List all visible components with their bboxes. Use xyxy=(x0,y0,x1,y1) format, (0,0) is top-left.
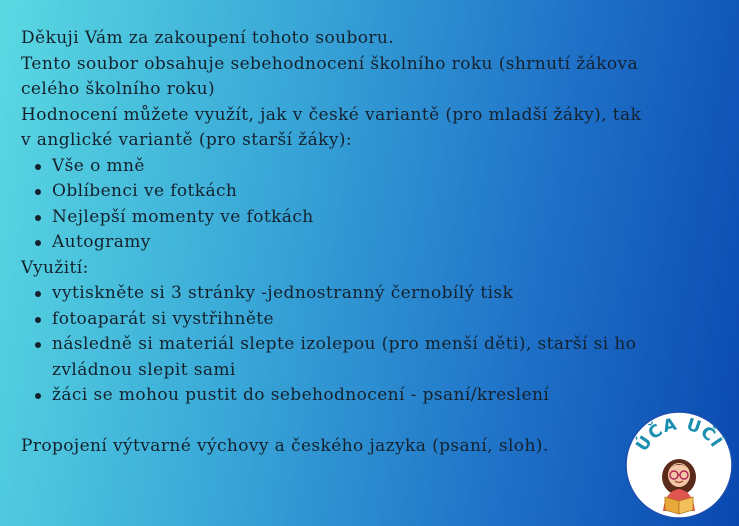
logo-text: ÚČA UČÍ xyxy=(632,414,727,456)
intro-line-5: v anglické variantě (pro starší žáky): xyxy=(21,130,353,150)
list-item: Autogramy xyxy=(52,230,721,256)
intro-line-3: celého školního roku) xyxy=(21,79,215,99)
spacer xyxy=(21,409,721,434)
closing-line: Propojení výtvarné výchovy a českého jazyka (psaní, sloh). xyxy=(21,435,549,456)
intro-line-1: Děkuji Vám za zakoupení tohoto souboru. xyxy=(21,28,395,48)
list-item: žáci se mohou pustit do sebehodnocení - psaní/kreslení xyxy=(52,383,721,409)
usage-heading: Využití: xyxy=(21,257,89,278)
list-item: fotoaparát si vystřihněte xyxy=(52,307,721,333)
list-item: Oblíbenci ve fotkách xyxy=(52,179,721,205)
intro-line-4: Hodnocení můžete využít, jak v české variantě (pro mladší žáky), tak xyxy=(21,104,642,125)
intro-line-2: Tento soubor obsahuje sebehodnocení školního roku (shrnutí žákova xyxy=(21,53,639,74)
list-item: následně si materiál slepte izolepou (pro menší děti), starší si ho zvládnou slepit sami xyxy=(52,332,721,383)
list-item: Vše o mně xyxy=(52,154,721,180)
usage-list xyxy=(21,281,721,409)
uca-uci-logo-icon xyxy=(625,411,733,519)
sections-list xyxy=(21,154,721,256)
list-item: Nejlepší momenty ve fotkách xyxy=(52,205,721,231)
document-text xyxy=(21,26,721,459)
list-item: vytiskněte si 3 stránky -jednostranný černobílý tisk xyxy=(52,281,721,307)
